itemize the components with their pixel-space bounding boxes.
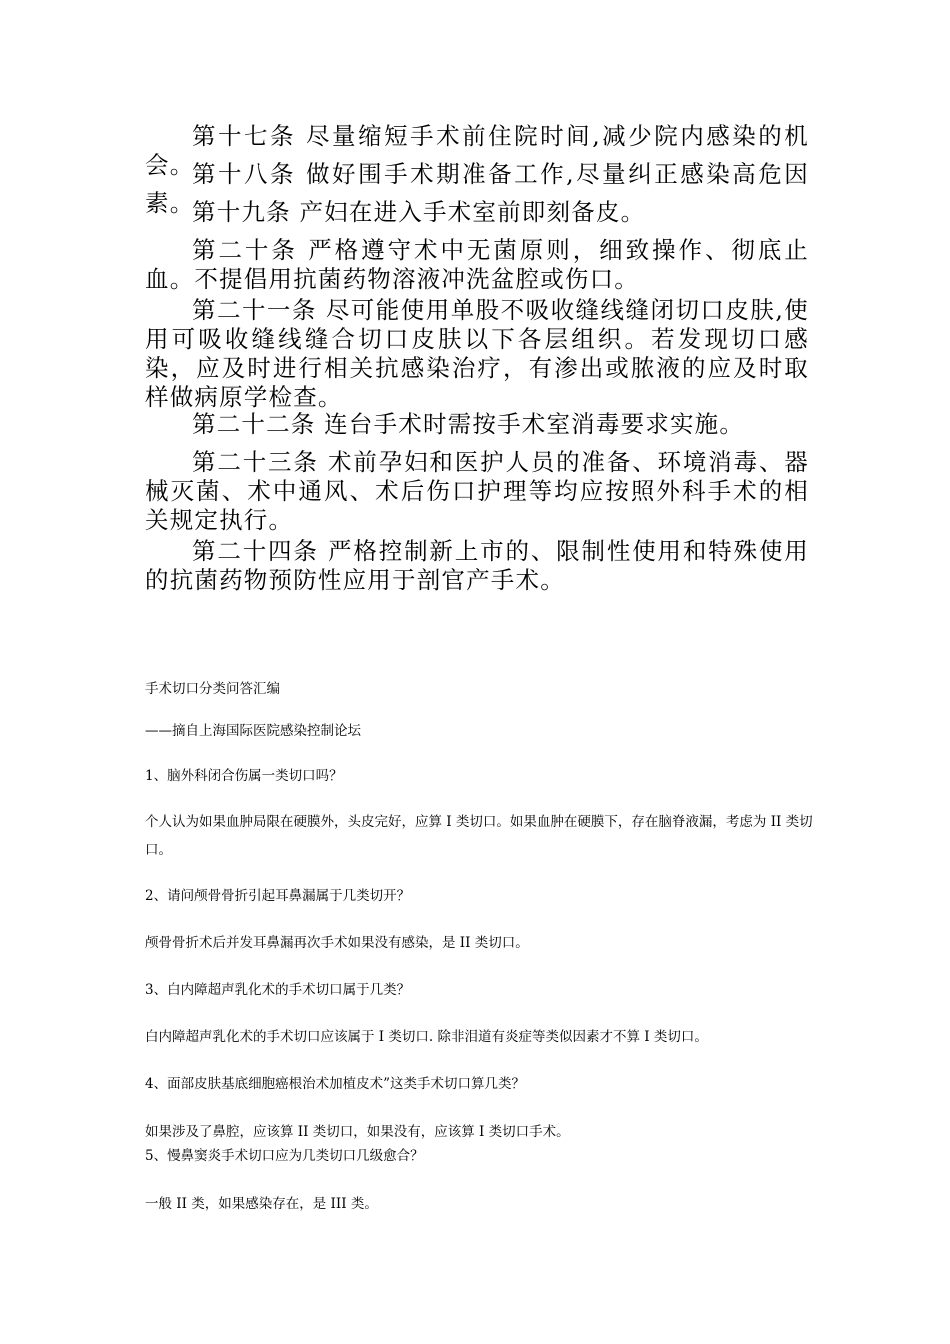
article-18: 第十八条 做好围手术期准备工作,尽量纠正感染高危因素。	[145, 160, 809, 217]
article-20: 第二十条 严格遵守术中无菌原则，细致操作、彻底止血。不提倡用抗菌药物溶液冲洗盆腔或伤口。	[145, 236, 809, 293]
article-22: 第二十二条 连台手术时需按手术室消毒要求实施。	[192, 410, 745, 438]
article-19: 第十九条 产妇在进入手术室前即刻备皮。	[192, 198, 646, 226]
article-23: 第二十三条 术前孕妇和医护人员的准备、环境消毒、器械灭菌、术中通风、术后伤口护理等均应按照外科手术的相关规定执行。	[145, 448, 809, 534]
qa-answer-4: 如果涉及了鼻腔，应该算 II 类切口，如果没有，应该算 I 类切口手术。	[145, 1124, 570, 1140]
qa-question-2: 2、请问颅骨骨折引起耳鼻漏属于几类切开？	[145, 888, 411, 904]
qa-question-3: 3、白内障超声乳化术的手术切口属于几类？	[145, 982, 411, 998]
qa-answer-5: 一般 II 类，如果感染存在，是 III 类。	[145, 1196, 378, 1212]
article-17: 第十七条 尽量缩短手术前住院时间,减少院内感染的机会。	[145, 122, 809, 179]
qa-question-4: 4、面部皮肤基底细胞癌根治术加植皮术”这类手术切口算几类？	[145, 1076, 525, 1092]
qa-question-5: 5、慢鼻窦炎手术切口应为几类切口几级愈合？	[145, 1148, 424, 1164]
qa-title: 手术切口分类问答汇编	[145, 681, 280, 697]
qa-answer-3: 白内障超声乳化术的手术切口应该属于 I 类切口. 除非泪道有炎症等类似因素才不算 I 类切口。	[145, 1029, 708, 1045]
qa-source: ——摘自上海国际医院感染控制论坛	[145, 723, 361, 739]
qa-answer-1: 个人认为如果血肿局限在硬膜外，头皮完好，应算 I 类切口。如果血肿在硬膜下，存在脑脊液漏，考虑为 II 类切口。	[145, 814, 813, 858]
qa-answer-2: 颅骨骨折术后并发耳鼻漏再次手术如果没有感染，是 II 类切口。	[145, 935, 529, 951]
article-21: 第二十一条 尽可能使用单股不吸收缝线缝闭切口皮肤,使用可吸收缝线缝合切口皮肤以下各层组织。若发现切口感染，应及时进行相关抗感染治疗，有渗出或脓液的应及时取样做病原学检查。	[145, 296, 809, 411]
qa-question-1: 1、脑外科闭合伤属一类切口吗？	[145, 768, 343, 784]
article-24: 第二十四条 严格控制新上市的、限制性使用和特殊使用的抗菌药物预防性应用于剖官产手术。	[145, 537, 809, 594]
